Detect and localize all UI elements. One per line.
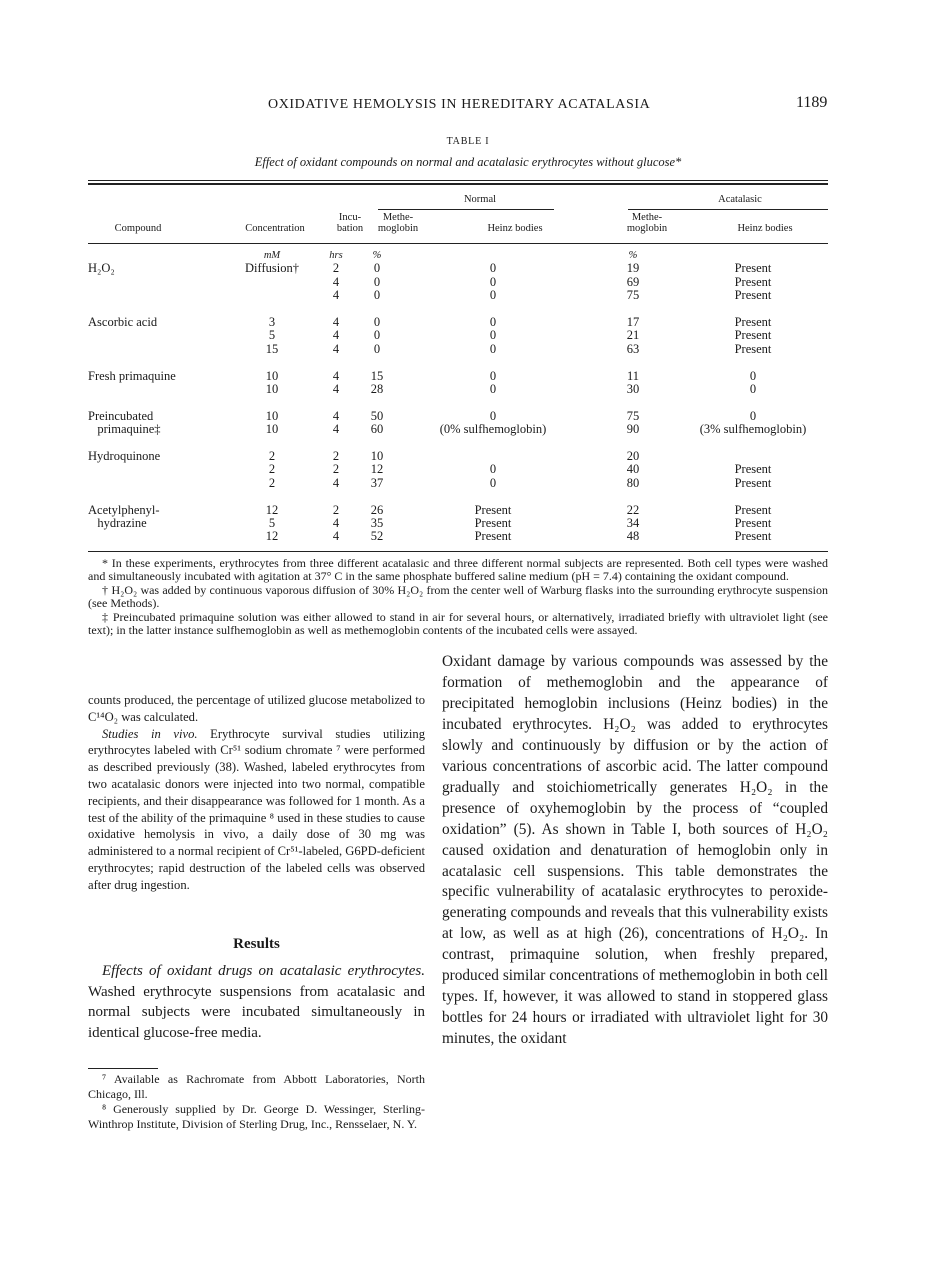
paragraph: counts produced, the percentage of utilized glucose metabolized to C¹⁴O₂ was calculated. [88,693,425,724]
table-cell: 20 [626,449,640,464]
table-cell: 2 [332,502,340,517]
table-cell: 0 [489,475,497,490]
table-cell: 0 [489,408,497,423]
table-cell: Preincubated [88,408,154,423]
table-cell: 15 [370,368,384,383]
data-table [88,249,828,544]
table-cell: 2 [268,475,276,490]
table-cell: 90 [626,422,640,437]
table-cell: Ascorbic acid [88,315,158,330]
table-cell: Present [474,516,512,531]
table-cell: Fresh primaquine [88,368,176,383]
table-cell: Present [734,261,772,276]
footnote: ⁸ Generously supplied by Dr. George D. Wessinger, Sterling-Winthrop Institute, Division of Sterling Drug, Inc., Rensselaer, N. Y. [88,1102,425,1131]
table-cell: H₂O₂ [88,261,115,276]
table-cell: Present [734,475,772,490]
table-cell: 4 [332,274,340,289]
paragraph [88,961,425,1043]
table-cell: 30 [626,382,640,397]
table-cell: 37 [370,475,384,490]
table-cell: 12 [265,502,279,517]
table-row [88,517,828,530]
table-row [88,504,828,517]
table-cell [88,463,228,476]
table-cell: 0 [373,288,381,303]
paragraph-text: Erythrocyte survival studies utilizing erythrocytes labeled with Cr⁵¹ sodium chromate ⁷ were performed as described previously (38). Washed, labeled erythrocytes from two acatalasic donors were injected into two normal, compatible recipients, and their disappearance was followed for 1 month. As a test of the ability of the primaquine ⁸ used in these studies to cause oxidative hemolysis in vivo, a daily dose of 30 mg was administered to a normal recipient of Cr⁵¹-labeled, G6PD-deficient erythrocytes; rapid destruction of the labeled cells was observed after drug ingestion. [88,726,425,892]
table-cell: 4 [332,315,340,330]
table-row [88,316,828,329]
table-cell [678,450,828,463]
table-cell: 4 [332,516,340,531]
table-cell: 19 [626,261,640,276]
table-cell: 52 [370,529,384,544]
table-cell: 75 [626,288,640,303]
acatalasic-span-rule [628,209,828,210]
table-top-rule [88,180,828,181]
table-cell [398,450,588,463]
table-cell: 0 [489,261,497,276]
footnote: ⁷ Available as Rachromate from Abbott Laboratories, North Chicago, Ill. [88,1072,425,1101]
col-compound: Compound [114,223,162,234]
header-bottom-rule [88,243,828,244]
units-row [88,249,828,262]
table-cell: 0 [489,382,497,397]
section-heading: Results [233,936,280,952]
table-cell: 10 [265,382,279,397]
table-cell: % [372,250,382,261]
table-cell [678,249,828,262]
table-cell: 35 [370,516,384,531]
normal-span-rule [378,209,554,210]
page-number: 1189 [796,94,828,111]
table-cell [398,249,588,262]
table-row [88,450,828,463]
table-cell [88,249,228,262]
table-cell: 22 [626,502,640,517]
paragraph [88,726,425,894]
table-cell: Present [734,288,772,303]
table-cell: 5 [268,328,276,343]
footnotes [88,1072,425,1132]
table-cell: 4 [332,288,340,303]
table-cell: 0 [489,315,497,330]
table-cell: 0 [489,328,497,343]
table-cell: 4 [332,408,340,423]
table-cell [88,329,228,342]
table-cell: 63 [626,341,640,356]
table-note: † H₂O₂ was added by continuous vaporous diffusion of 30% H₂O₂ from the center well of Warburg flasks into the surrounding erythrocyte suspension (see Methods). [88,582,828,611]
table-cell: 0 [489,462,497,477]
table-cell: Present [734,341,772,356]
table-cell: 28 [370,382,384,397]
group-spacer [88,490,828,503]
table-cell: 0 [489,288,497,303]
table-cell: 15 [265,341,279,356]
table-cell: 12 [370,462,384,477]
table-row [88,289,828,302]
table-cell: (0% sulfhemoglobin) [439,422,547,437]
table-cell: 4 [332,368,340,383]
table-cell: Diffusion† [245,261,299,276]
table-cell [228,276,316,289]
table-cell: Present [734,529,772,544]
table-note: ‡ Preincubated primaquine solution was either allowed to stand in air for several hours, or alternatively, irradiated briefly with ultraviolet light (see text); in the latter instance sulfhemoglobin as well as methemoglobin contents of the incubated cells were assayed. [88,609,828,638]
table-cell: Acetylphenyl- [88,502,160,517]
left-column [88,692,425,894]
table-cell: 0 [373,261,381,276]
table-cell: hrs [329,250,343,261]
table-cell: Present [474,529,512,544]
right-column-paragraph: Oxidant damage by various compounds was assessed by the formation of methemoglobin and the appearance of precipitated hemoglobin inclusions (Heinz bodies) in the incubated erythrocytes. H₂O₂ was added to erythrocytes slowly and continuously by diffusion or by the action of various concentrations of ascorbic acid. The latter compound gradually and stoichiometrically generates H₂O₂ in the presence of oxyhemoglobin by the process of “coupled oxidation” (5). As shown in Table I, both sources of H₂O₂ caused oxidation and denaturation of hemoglobin only in acatalasic cell suspensions. This table demonstrates the specific vulnerability of acatalasic erythrocytes to peroxide-generating compounds and reveals that this vulnerability exists at low, as well as at high (26), concentrations of H₂O₂. In contrast, primaquine solution, when freshly prepared, produced similar concentrations of methemoglobin in both cell types. If, however, it was allowed to stand in stoppered glass bottles for 24 hours or irradiated with ultraviolet light for 30 minutes, the oxidant [442,653,828,1048]
table-cell: 2 [268,462,276,477]
table-cell: 10 [370,449,384,464]
group-spacer [88,303,828,316]
table-cell: 5 [268,516,276,531]
table-cell: 0 [749,368,757,383]
table-cell: 10 [265,368,279,383]
table-cell: 0 [373,315,381,330]
table-row [88,477,828,490]
group-spacer [88,396,828,409]
table-row [88,329,828,342]
table-cell: 60 [370,422,384,437]
table-cell: 11 [626,368,640,383]
table-row [88,463,828,476]
table-cell: 0 [749,408,757,423]
table-cell [88,477,228,490]
table-row [88,276,828,289]
table-note: * In these experiments, erythrocytes from three different acatalasic and three different normal subjects are represented. Both cell types were washed and simultaneously incubated with agitation at 37° C in the same phosphate buffered saline medium (pH = 7.4) containing the oxidant compound. [88,556,828,584]
table-cell: 4 [332,529,340,544]
table-cell: 0 [373,341,381,356]
table-cell: 0 [489,341,497,356]
table-cell: 48 [626,529,640,544]
table-row [88,423,828,436]
group-header-acatalasic: Acatalasic [718,194,762,205]
table-cell: 4 [332,328,340,343]
table-cell: 75 [626,408,640,423]
table-bottom-rule [88,551,828,552]
table-cell: 80 [626,475,640,490]
table-cell: Present [474,502,512,517]
table-notes [88,557,828,637]
table-row [88,370,828,383]
table-cell [88,530,228,543]
table-cell: 4 [332,341,340,356]
table-cell: Hydroquinone [88,449,161,464]
group-spacer [88,437,828,450]
paragraph-lead: Studies in vivo. [102,726,198,741]
table-cell: 10 [265,422,279,437]
table-cell [88,383,228,396]
col-normal-heinz: Heinz bodies [487,223,543,234]
table-cell: mM [263,250,281,261]
table-cell: 2 [332,449,340,464]
table-row [88,262,828,275]
table-row [88,530,828,543]
table-cell: Present [734,462,772,477]
table-cell: 21 [626,328,640,343]
table-cell: 0 [489,274,497,289]
table-cell [88,289,228,302]
table-cell: 4 [332,422,340,437]
table-cell: 4 [332,475,340,490]
table-cell: 26 [370,502,384,517]
table-cell: 34 [626,516,640,531]
paragraph-lead: Effects of oxidant drugs on acatalasic erythrocytes. [102,963,425,979]
table-cell: 2 [332,462,340,477]
table-cell: 2 [268,449,276,464]
table-row [88,410,828,423]
col-acat-methemoglobin: Methe- moglobin [626,212,668,234]
table-cell: 0 [373,328,381,343]
table-top-rule-2 [88,183,828,185]
col-incubation: Incu- bation [336,212,364,234]
table-cell: 69 [626,274,640,289]
table-cell: 17 [626,315,640,330]
table-cell: Present [734,502,772,517]
col-normal-methemoglobin: Methe- moglobin [377,212,419,234]
table-cell [88,276,228,289]
table-cell: primaquine‡ [88,422,161,437]
table-cell [88,343,228,356]
table-cell: 2 [332,261,340,276]
group-spacer [88,356,828,369]
table-cell: 10 [265,408,279,423]
table-cell: 12 [265,529,279,544]
table-cell: % [628,250,638,261]
table-cell: 4 [332,382,340,397]
group-header-normal: Normal [463,194,497,205]
col-acat-heinz: Heinz bodies [737,223,793,234]
table-cell: 3 [268,315,276,330]
footnote-rule [88,1068,158,1069]
table-label: TABLE I [446,136,490,147]
table-cell: Present [734,516,772,531]
table-caption: Effect of oxidant compounds on normal and acatalasic erythrocytes without glucose* [254,155,682,169]
table-cell: 0 [373,274,381,289]
table-cell [228,289,316,302]
table-cell: 40 [626,462,640,477]
table-cell: Present [734,274,772,289]
table-cell: 50 [370,408,384,423]
table-cell: Present [734,328,772,343]
table-cell: 0 [489,368,497,383]
paragraph-text: Washed erythrocyte suspensions from acatalasic and normal subjects were incubated simultaneously in identical glucose-free media. [88,983,425,1041]
table-cell: Present [734,315,772,330]
table-cell: 0 [749,382,757,397]
table-row [88,343,828,356]
table-cell: hydrazine [88,516,147,531]
col-concentration: Concentration [245,223,305,234]
table-row [88,383,828,396]
running-title: OXIDATIVE HEMOLYSIS IN HEREDITARY ACATALASIA [268,97,651,112]
table-cell: (3% sulfhemoglobin) [699,422,807,437]
